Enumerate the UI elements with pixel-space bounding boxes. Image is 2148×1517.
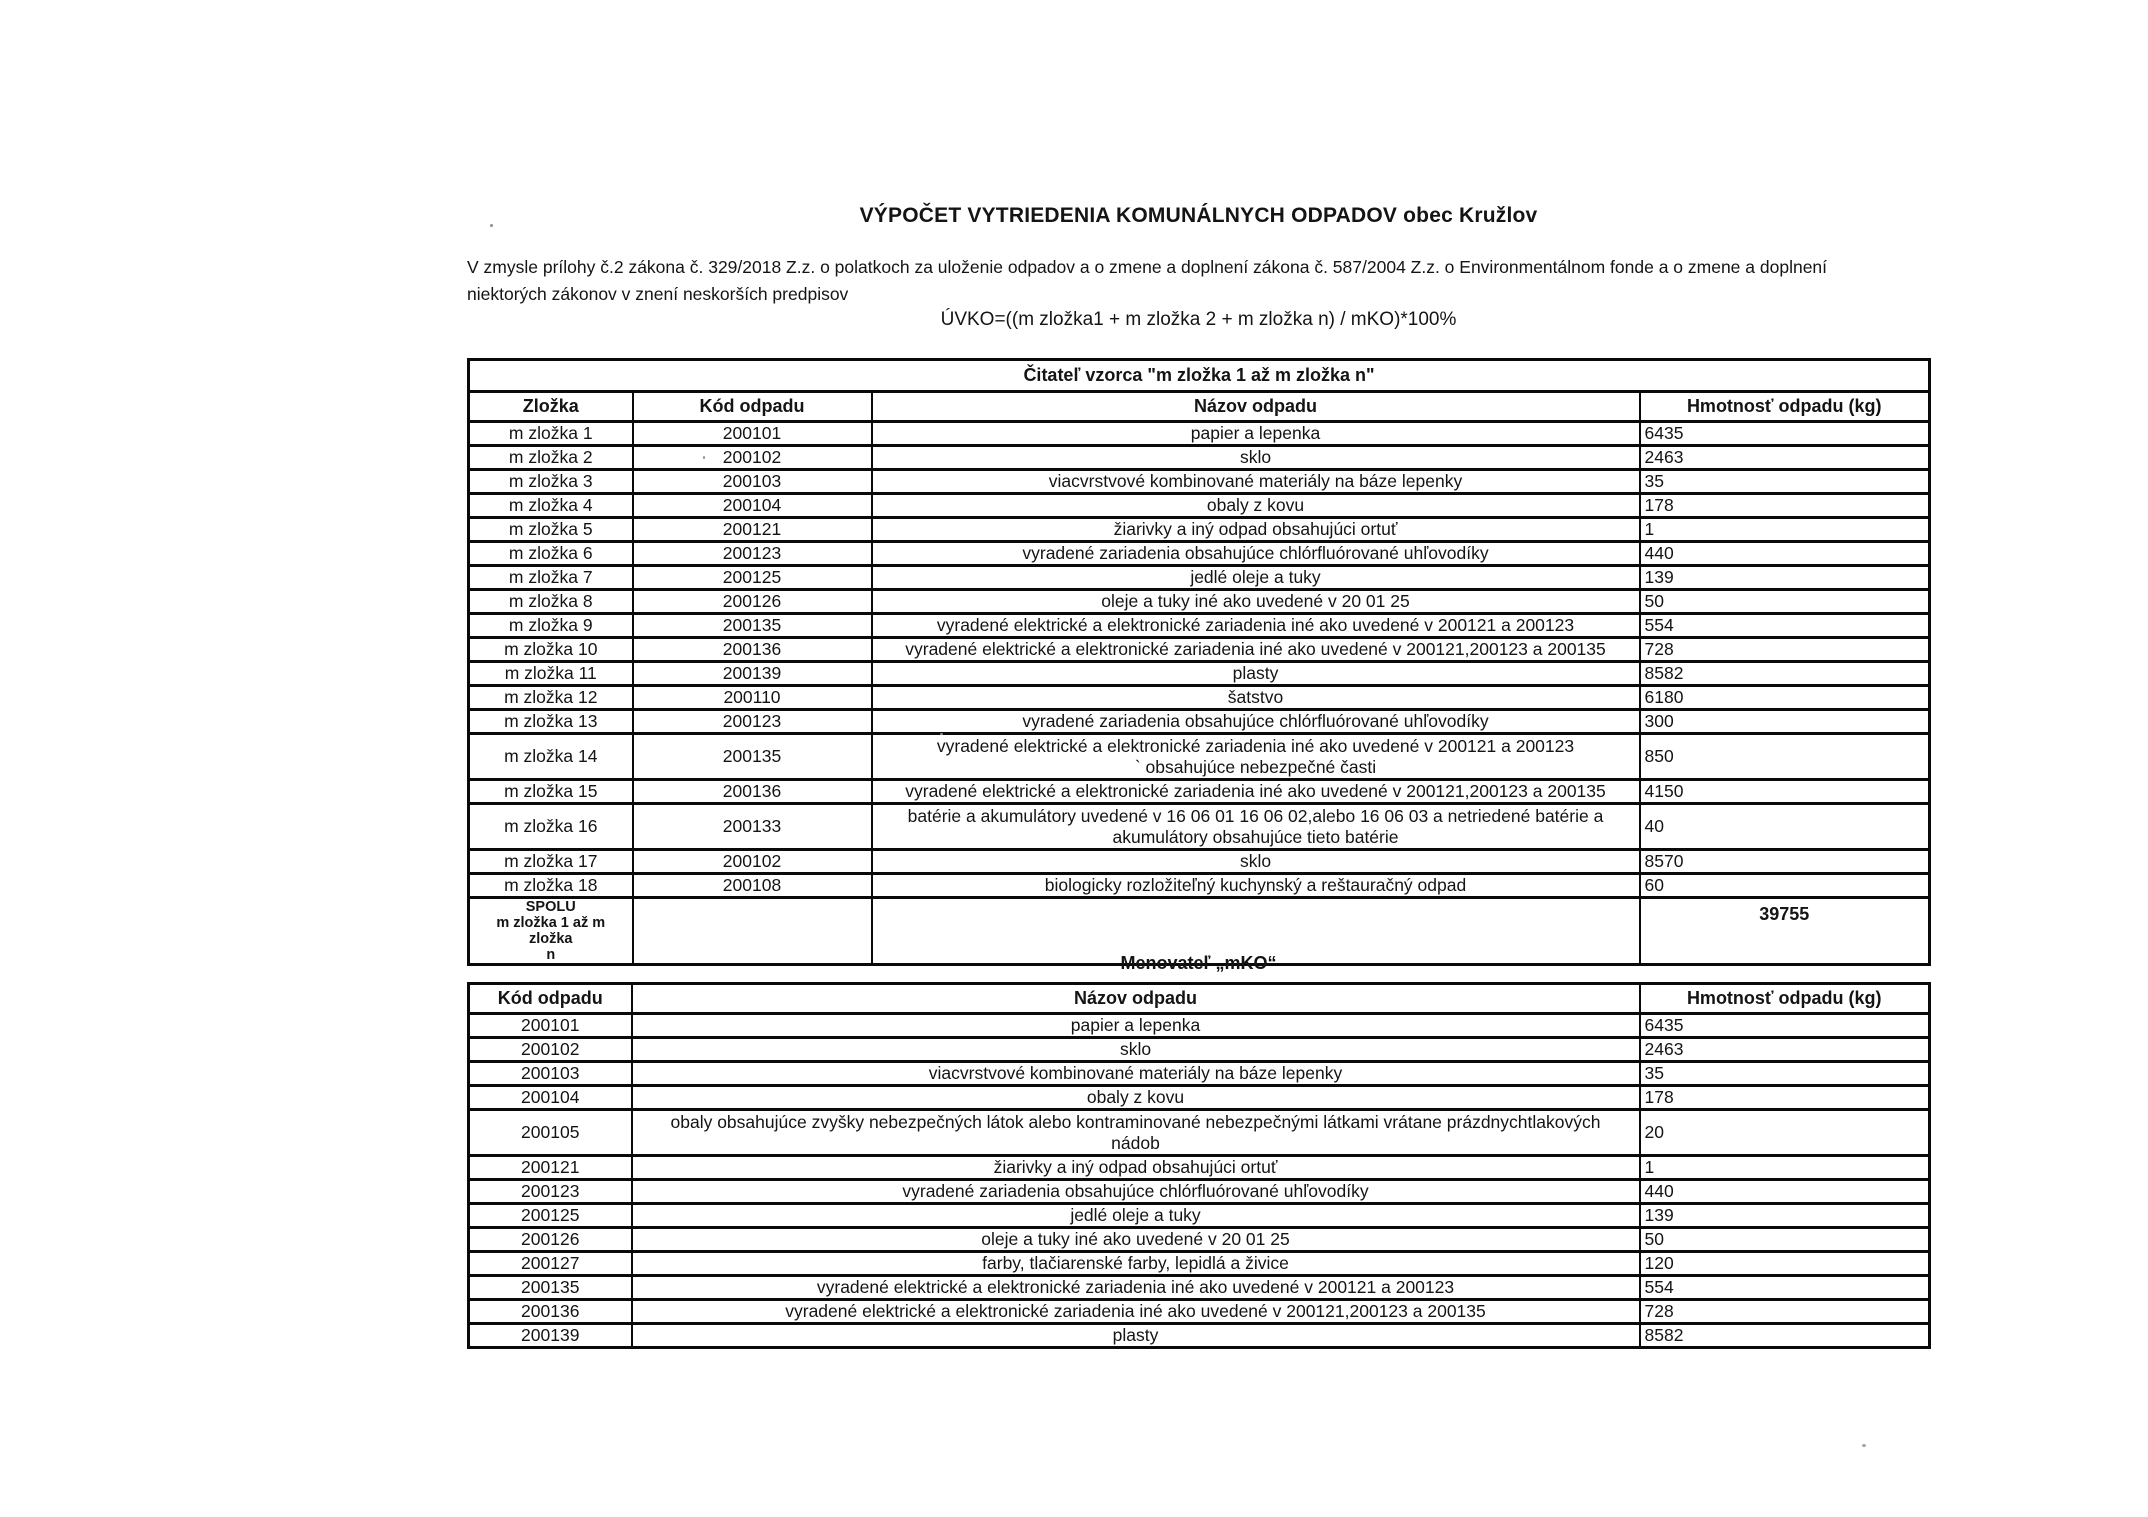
row-label-cell: m zložka 18 (469, 874, 633, 898)
waste-code-cell: 200103 (633, 470, 872, 494)
table-row (469, 1110, 1930, 1156)
mass-cell: 178 (1640, 1086, 1930, 1110)
waste-name-cell (872, 686, 1640, 710)
waste-code-cell: 200103 (469, 1062, 632, 1086)
total-label-line: m zložka 1 až m zložka (496, 915, 606, 947)
table-row (469, 1062, 1930, 1086)
row-label-cell: m zložka 17 (469, 850, 633, 874)
waste-code-cell: 200139 (469, 1324, 632, 1348)
table-row (469, 614, 1930, 638)
table-row (469, 566, 1930, 590)
mass-cell: 8582 (1640, 1324, 1930, 1348)
waste-code-cell: 200133 (633, 804, 872, 850)
waste-name-cell (632, 1014, 1640, 1038)
waste-name-cell (632, 1086, 1640, 1110)
waste-name-cell (872, 850, 1640, 874)
waste-name-cell (872, 804, 1640, 850)
waste-code-cell: 200105 (469, 1110, 632, 1156)
numerator-header-row (469, 392, 1930, 422)
mass-cell: 440 (1640, 1180, 1930, 1204)
numerator-table (467, 358, 1931, 966)
waste-name-line: papier a lepenka (1070, 1015, 1201, 1035)
waste-code-cell: 200102 (633, 446, 872, 470)
table-row (469, 780, 1930, 804)
waste-name-cell (632, 1110, 1640, 1156)
waste-code-cell: 200136 (633, 780, 872, 804)
table-row (469, 686, 1930, 710)
row-label-cell: m zložka 12 (469, 686, 633, 710)
waste-name-line: obaly z kovu (1086, 1087, 1185, 1107)
waste-name-line: farby, tlačiarenské farby, lepidlá a živice (982, 1253, 1289, 1273)
mass-cell: 2463 (1640, 446, 1930, 470)
table-row (469, 710, 1930, 734)
mass-cell: 139 (1640, 566, 1930, 590)
waste-code-cell: 200104 (633, 494, 872, 518)
row-label-cell: m zložka 8 (469, 590, 633, 614)
mass-cell: 178 (1640, 494, 1930, 518)
waste-code-cell: 200135 (633, 614, 872, 638)
table-row (469, 1324, 1930, 1348)
waste-name-line: nádob (1111, 1132, 1160, 1153)
intro-line: niektorých zákonov v znení neskorších predpisov (467, 284, 849, 304)
waste-name-cell (872, 780, 1640, 804)
waste-name-cell (632, 1204, 1640, 1228)
table-row (469, 1038, 1930, 1062)
intro-paragraph (467, 254, 1967, 308)
mass-cell: 120 (1640, 1252, 1930, 1276)
waste-name-line: žiarivky a iný odpad obsahujúci ortuť (1113, 519, 1398, 539)
denominator-table-head (469, 984, 1930, 1014)
mass-cell: 728 (1640, 1300, 1930, 1324)
waste-code-cell: 200135 (469, 1276, 632, 1300)
scan-speck (703, 456, 705, 459)
table-row (469, 1276, 1930, 1300)
mass-cell: 554 (1640, 614, 1930, 638)
waste-code-cell: 200125 (633, 566, 872, 590)
total-value: 39755 (1640, 898, 1930, 965)
waste-code-cell: 200125 (469, 1204, 632, 1228)
row-label-cell: m zložka 13 (469, 710, 633, 734)
waste-code-cell: 200121 (469, 1156, 632, 1180)
waste-name-cell (872, 422, 1640, 446)
waste-code-cell: 200104 (469, 1086, 632, 1110)
waste-name-line: oleje a tuky iné ako uvedené v 20 01 25 (1101, 591, 1410, 611)
waste-name-line: šatstvo (1227, 687, 1284, 707)
row-label-cell: m zložka 6 (469, 542, 633, 566)
numerator-table-head (469, 360, 1930, 422)
table-row (469, 1014, 1930, 1038)
waste-code-cell: 200136 (469, 1300, 632, 1324)
waste-name-cell (872, 470, 1640, 494)
waste-code-cell: 200102 (469, 1038, 632, 1062)
waste-code-cell: 200126 (633, 590, 872, 614)
waste-code-cell: 200135 (633, 734, 872, 780)
waste-name-cell (632, 1324, 1640, 1348)
column-header-kod-odpadu: Kód odpadu (633, 392, 872, 422)
waste-name-cell (872, 590, 1640, 614)
row-label-cell: m zložka 14 (469, 734, 633, 780)
waste-name-cell (872, 542, 1640, 566)
table-row (469, 1086, 1930, 1110)
mass-cell: 6435 (1640, 422, 1930, 446)
table-row (469, 422, 1930, 446)
denominator-caption: Menovateľ „mKO“ (1120, 953, 1277, 973)
waste-name-line: vyradené elektrické a elektronické zariadenia iné ako uvedené v 200121 a 200123 (816, 1277, 1455, 1297)
waste-name-line: plasty (1112, 1325, 1159, 1345)
table-row (469, 1204, 1930, 1228)
table-row (469, 638, 1930, 662)
table-row (469, 1180, 1930, 1204)
table-row (469, 662, 1930, 686)
waste-name-cell (872, 566, 1640, 590)
row-label-cell: m zložka 10 (469, 638, 633, 662)
waste-name-cell (872, 494, 1640, 518)
total-label-line: SPOLU (525, 899, 576, 915)
waste-name-line: vyradené elektrické a elektronické zariadenia iné ako uvedené v 200121 a 200123 (936, 615, 1575, 635)
waste-code-cell: 200101 (633, 422, 872, 446)
waste-code-cell: 200139 (633, 662, 872, 686)
row-label-cell: m zložka 15 (469, 780, 633, 804)
waste-name-cell (872, 662, 1640, 686)
mass-cell: 2463 (1640, 1038, 1930, 1062)
column-header-nazov-odpadu: Názov odpadu (872, 392, 1640, 422)
mass-cell: 728 (1640, 638, 1930, 662)
waste-code-cell: 200126 (469, 1228, 632, 1252)
row-label-cell: m zložka 2 (469, 446, 633, 470)
mass-cell: 60 (1640, 874, 1930, 898)
waste-name-cell (872, 874, 1640, 898)
column-header-hmotnost: Hmotnosť odpadu (kg) (1640, 984, 1930, 1014)
waste-name-cell (632, 1300, 1640, 1324)
waste-name-line: jedlé oleje a tuky (1070, 1205, 1201, 1225)
table-row (469, 874, 1930, 898)
waste-name-line: žiarivky a iný odpad obsahujúci ortuť (993, 1157, 1278, 1177)
scan-speck (1862, 1444, 1866, 1447)
waste-code-cell: 200102 (633, 850, 872, 874)
waste-name-line: vyradené zariadenia obsahujúce chlórfluórované uhľovodíky (1022, 711, 1489, 731)
waste-name-line: plasty (1232, 663, 1279, 683)
waste-name-line: biologicky rozložiteľný kuchynský a reštauračný odpad (1044, 875, 1467, 895)
waste-name-cell (632, 1180, 1640, 1204)
waste-name-line: vyradené elektrické a elektronické zariadenia iné ako uvedené v 200121,200123 a 200135 (905, 781, 1606, 801)
waste-name-cell (632, 1062, 1640, 1086)
denominator-table-body (469, 1014, 1930, 1348)
table-row (469, 494, 1930, 518)
waste-name-line: obaly z kovu (1206, 495, 1305, 515)
waste-name-cell (872, 518, 1640, 542)
waste-name-cell (632, 1228, 1640, 1252)
numerator-caption-row (469, 360, 1930, 392)
table-row (469, 518, 1930, 542)
waste-code-cell: 200110 (633, 686, 872, 710)
column-header-zlozka: Zložka (469, 392, 633, 422)
waste-name-line: viacvrstvové kombinované materiály na báze lepenky (928, 1063, 1343, 1083)
mass-cell: 1 (1640, 518, 1930, 542)
waste-code-cell: 200121 (633, 518, 872, 542)
denominator-table (467, 982, 1931, 1349)
row-label-cell: m zložka 7 (469, 566, 633, 590)
table-row (469, 1156, 1930, 1180)
waste-name-cell (872, 638, 1640, 662)
table-row (469, 542, 1930, 566)
mass-cell: 40 (1640, 804, 1930, 850)
row-label-cell: m zložka 4 (469, 494, 633, 518)
waste-name-cell (632, 1252, 1640, 1276)
table-row (469, 1228, 1930, 1252)
scan-speck (940, 733, 943, 735)
table-row (469, 1300, 1930, 1324)
mass-cell: 4150 (1640, 780, 1930, 804)
table-row (469, 470, 1930, 494)
mass-cell: 50 (1640, 590, 1930, 614)
waste-name-line: akumulátory obsahujúce tieto batérie (1112, 826, 1399, 847)
waste-name-cell (872, 734, 1640, 780)
waste-name-cell (632, 1038, 1640, 1062)
mass-cell: 8582 (1640, 662, 1930, 686)
mass-cell: 300 (1640, 710, 1930, 734)
waste-name-line: papier a lepenka (1190, 423, 1321, 443)
waste-code-cell: 200123 (633, 542, 872, 566)
total-label-line: n (546, 947, 556, 963)
scan-speck (490, 224, 493, 227)
waste-name-line: vyradené elektrické a elektronické zariadenia iné ako uvedené v 200121,200123 a 200135 (785, 1301, 1486, 1321)
waste-name-line: vyradené elektrické a elektronické zariadenia iné ako uvedené v 200121 a 200123 (936, 735, 1575, 756)
waste-name-line: oleje a tuky iné ako uvedené v 20 01 25 (981, 1229, 1290, 1249)
table-row (469, 804, 1930, 850)
document-title: VÝPOČET VYTRIEDENIA KOMUNÁLNYCH ODPADOV obec Kružlov (859, 204, 1538, 227)
table-row (469, 446, 1930, 470)
denominator-header-row (469, 984, 1930, 1014)
row-label-cell: m zložka 3 (469, 470, 633, 494)
table-row (469, 1252, 1930, 1276)
mass-cell: 554 (1640, 1276, 1930, 1300)
waste-name-line: ` obsahujúce nebezpečné časti (1134, 756, 1377, 777)
uvko-formula: ÚVKO=((m zložka1 + m zložka 2 + m zložka n) / mKO)*100% (940, 309, 1457, 330)
row-label-cell: m zložka 5 (469, 518, 633, 542)
waste-code-cell: 200123 (469, 1180, 632, 1204)
mass-cell: 50 (1640, 1228, 1930, 1252)
column-header-nazov-odpadu: Názov odpadu (632, 984, 1640, 1014)
numerator-table-body (469, 422, 1930, 898)
table-row (469, 850, 1930, 874)
waste-name-cell (872, 446, 1640, 470)
waste-name-cell (872, 614, 1640, 638)
mass-cell: 35 (1640, 1062, 1930, 1086)
numerator-table-caption: Čitateľ vzorca "m zložka 1 až m zložka n" (469, 360, 1930, 392)
table-row (469, 734, 1930, 780)
waste-name-line: sklo (1119, 1039, 1152, 1059)
waste-code-cell: 200108 (633, 874, 872, 898)
waste-code-cell: 200123 (633, 710, 872, 734)
waste-code-cell: 200101 (469, 1014, 632, 1038)
column-header-hmotnost: Hmotnosť odpadu (kg) (1640, 392, 1930, 422)
mass-cell: 35 (1640, 470, 1930, 494)
waste-name-line: jedlé oleje a tuky (1190, 567, 1321, 587)
mass-cell: 6435 (1640, 1014, 1930, 1038)
waste-name-line: viacvrstvové kombinované materiály na báze lepenky (1048, 471, 1463, 491)
waste-code-cell: 200127 (469, 1252, 632, 1276)
waste-name-line: vyradené zariadenia obsahujúce chlórfluórované uhľovodíky (1022, 543, 1489, 563)
waste-name-line: obaly obsahujúce zvyšky nebezpečných látok alebo kontraminované nebezpečnými látkami vrátane prázdnychtlakových (670, 1111, 1601, 1132)
mass-cell: 20 (1640, 1110, 1930, 1156)
row-label-cell: m zložka 1 (469, 422, 633, 446)
waste-name-line: batérie a akumulátory uvedené v 16 06 01 16 06 02,alebo 16 06 03 a netriedené batérie a (907, 805, 1604, 826)
intro-line: V zmysle prílohy č.2 zákona č. 329/2018 Z.z. o polatkoch za uloženie odpadov a o zmene a doplnení zákona č. 587/2004 Z.z. o Environmentálnom fonde a o zmene a doplnení (467, 257, 1828, 277)
row-label-cell: m zložka 16 (469, 804, 633, 850)
waste-name-line: sklo (1239, 447, 1272, 467)
mass-cell: 6180 (1640, 686, 1930, 710)
waste-name-line: vyradené elektrické a elektronické zariadenia iné ako uvedené v 200121,200123 a 200135 (905, 639, 1606, 659)
waste-name-cell (872, 710, 1640, 734)
row-label-cell: m zložka 11 (469, 662, 633, 686)
mass-cell: 440 (1640, 542, 1930, 566)
waste-name-line: sklo (1239, 851, 1272, 871)
table-row (469, 590, 1930, 614)
mass-cell: 1 (1640, 1156, 1930, 1180)
mass-cell: 850 (1640, 734, 1930, 780)
mass-cell: 8570 (1640, 850, 1930, 874)
waste-name-cell (632, 1156, 1640, 1180)
row-label-cell: m zložka 9 (469, 614, 633, 638)
column-header-kod-odpadu: Kód odpadu (469, 984, 632, 1014)
waste-name-cell (632, 1276, 1640, 1300)
waste-name-line: vyradené zariadenia obsahujúce chlórfluórované uhľovodíky (902, 1181, 1369, 1201)
mass-cell: 139 (1640, 1204, 1930, 1228)
waste-code-cell: 200136 (633, 638, 872, 662)
